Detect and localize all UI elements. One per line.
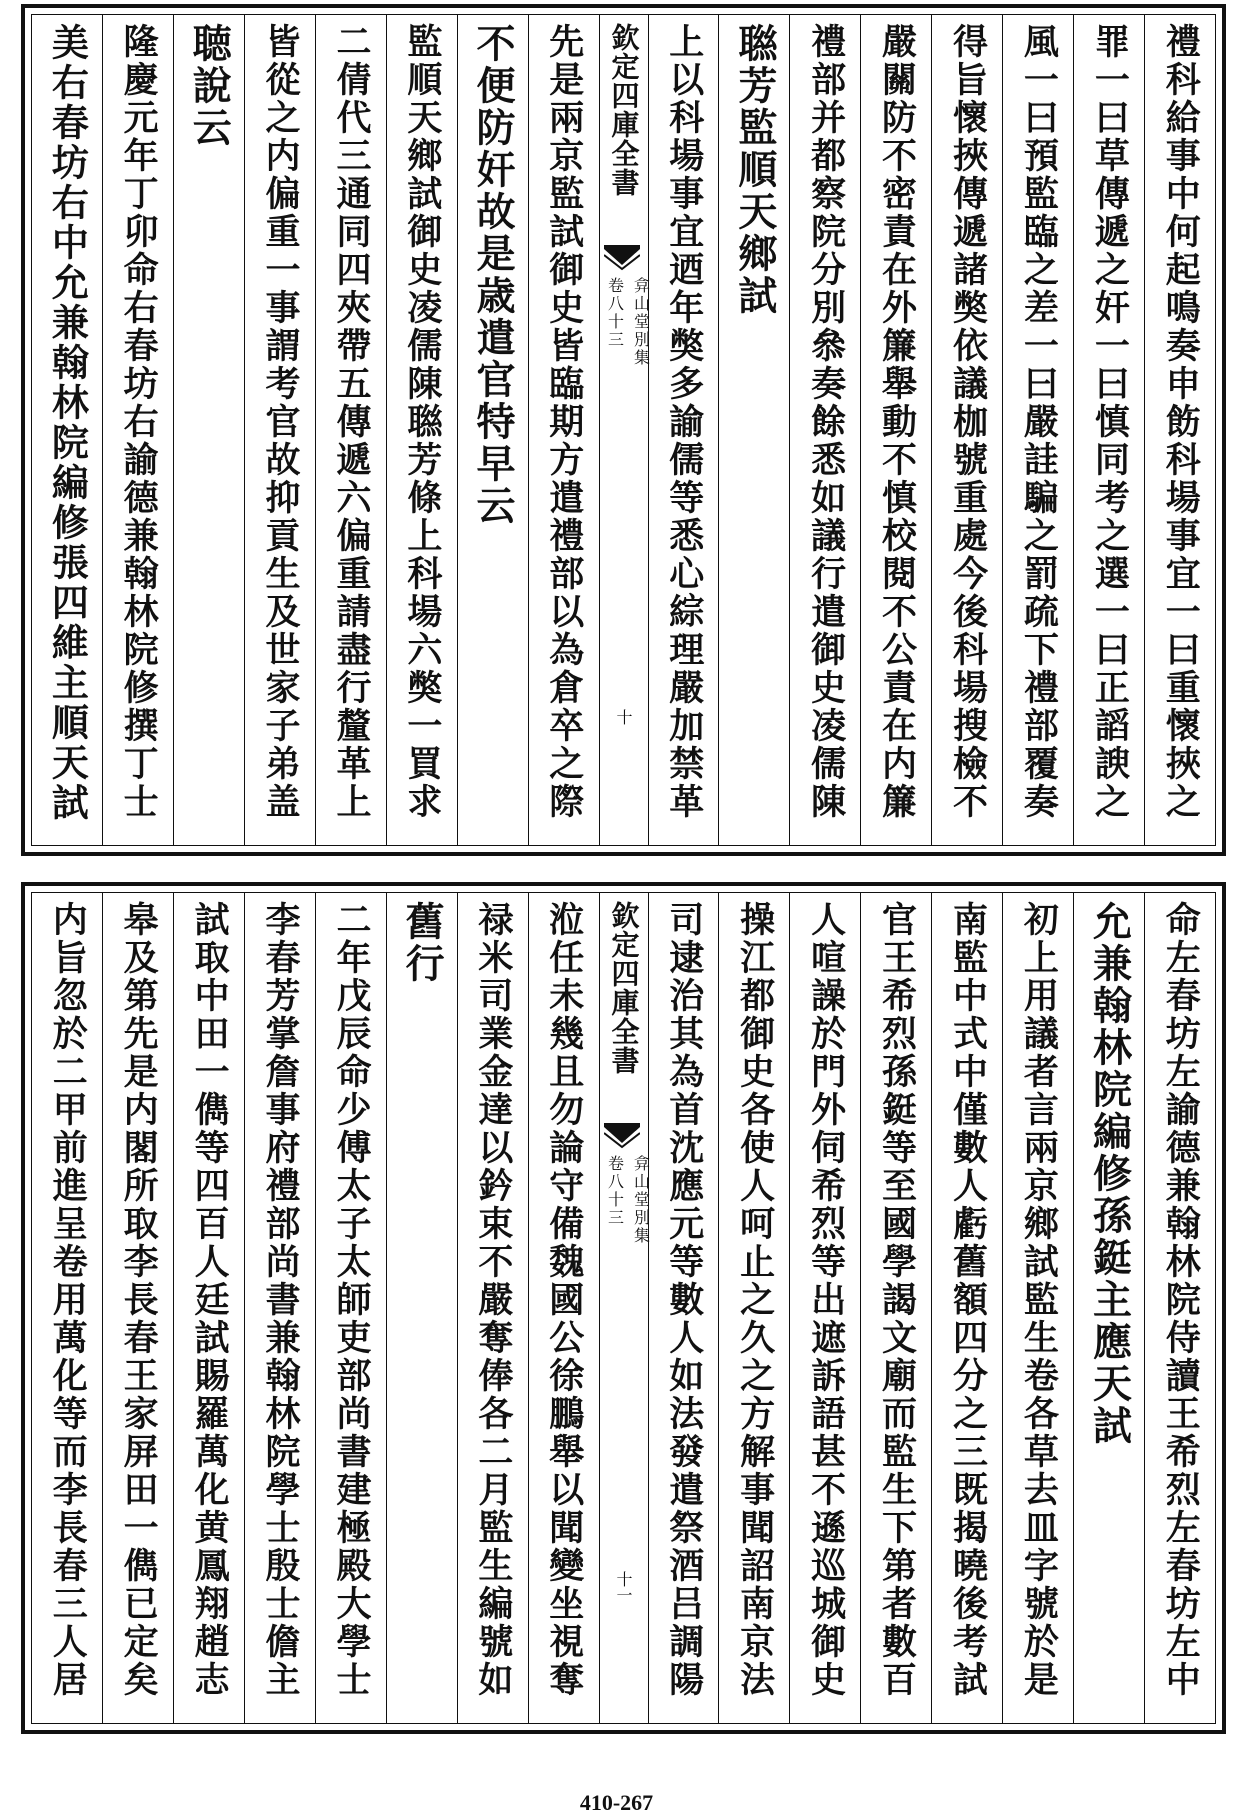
fish-tail-icon [604,1123,640,1149]
fish-tail-icon [604,245,640,271]
text-column [386,893,457,1723]
volume-label: 卷八十三 [605,277,625,349]
text-column [860,15,931,845]
column-text: 美右春坊右中允兼翰林院編修張四維主順天試 [45,23,90,823]
column-text: 不便防奸故是歳遣官特早云 [470,23,517,527]
column-text: 南監中式中僅數人虧舊額四分之三既揭曉後考試 [947,901,989,1699]
text-column [1002,15,1073,845]
text-column [32,15,102,845]
text-column [528,15,599,845]
top-page-columns [31,14,1216,846]
column-text: 禮科給事中何起鳴奏申飭科場事宜一曰重懷挾之 [1160,23,1202,821]
column-text: 操江都御史各使人呵止之久之方解事聞詔南京法 [734,901,776,1699]
column-text: 風一曰預監臨之差一曰嚴詿騙之罰疏下禮部覆奏 [1018,23,1060,821]
column-text: 内旨忽於二甲前進呈卷用萬化等而李長春三人居 [47,901,89,1699]
column-text: 允兼翰林院編修孫鋌主應天試 [1086,901,1133,1447]
column-text: 嚴關防不密責在外簾舉動不慎校閱不公責在内簾 [876,23,918,821]
text-column [244,893,315,1723]
column-text: 官王希烈孫鋌等至國學謁文廟而監生下第者數百 [876,901,918,1699]
text-column [718,893,789,1723]
column-text: 得旨懷挾傳遞諸獘依議枷號重處今後科場搜檢不 [947,23,989,821]
center-margin [599,893,651,1723]
column-text: 涖任未幾且勿論守備魏國公徐鵬舉以聞變坐視奪 [543,901,585,1699]
text-column [789,893,860,1723]
text-column [457,15,528,845]
folio-number: 十一 [614,1571,633,1603]
text-column [1073,893,1144,1723]
text-column [648,893,719,1723]
column-text: 聮芳監順天鄉試 [731,23,778,317]
text-column [931,893,1002,1723]
source-title: 弇山堂別集 [631,1155,651,1245]
bottom-page [21,882,1226,1734]
text-column [244,15,315,845]
column-text: 命左春坊左諭德兼翰林院侍讀王希烈左春坊左中 [1160,901,1202,1699]
column-text: 聴說云 [186,23,233,149]
volume-label: 卷八十三 [605,1155,625,1227]
text-column [1073,15,1144,845]
text-column [1144,893,1215,1723]
text-column [528,893,599,1723]
text-column [931,15,1002,845]
text-column [173,15,244,845]
text-column [315,893,386,1723]
center-margin [599,15,651,845]
page-number: 410-267 [579,1790,654,1815]
top-page [21,4,1226,856]
column-text: 禄米司業金達以鈐束不嚴奪俸各二月監生編號如 [472,901,514,1699]
column-text: 初上用議者言兩京鄉試監生卷各草去皿字號於是 [1018,901,1060,1699]
column-text: 試取中田一儁等四百人廷試賜羅萬化黄鳳翔趙志 [189,901,231,1699]
column-text: 皋及第先是内閣所取李長春王家屏田一儁已定矣 [118,901,160,1699]
column-text: 監順天鄉試御史凌儒陳聮芳條上科場六獘一買求 [401,23,443,821]
book-title: 欽定四庫全書 [607,901,641,1075]
text-column [102,893,173,1723]
column-text: 二倩代三通同四夾帶五傳遞六偏重請盡行釐革上 [330,23,372,821]
column-text: 舊行 [399,901,446,985]
text-column [648,15,719,845]
bottom-page-columns [31,892,1216,1724]
text-column [102,15,173,845]
text-column [1002,893,1073,1723]
text-column [860,893,931,1723]
column-text: 李春芳掌詹事府禮部尚書兼翰林院學士殷士儋主 [260,901,302,1699]
column-text: 隆慶元年丁卯命右春坊右諭德兼翰林院修撰丁士 [118,23,160,821]
book-title: 欽定四庫全書 [607,23,641,197]
text-column [315,15,386,845]
column-text: 皆從之内偏重一事謂考官故抑貢生及世家子弟盖 [260,23,302,821]
text-column [173,893,244,1723]
text-column [386,15,457,845]
folio-number: 十 [614,709,633,725]
column-text: 二年戊辰命少傅太子太師吏部尚書建極殿大學士 [330,901,372,1699]
text-column [457,893,528,1723]
source-title: 弇山堂別集 [631,277,651,367]
column-text: 司逮治其為首沈應元等數人如法發遣祭酒吕調陽 [663,901,705,1699]
column-text: 人喧譟於門外伺希烈等出遮訴語甚不遜巡城御史 [805,901,847,1699]
text-column [1144,15,1215,845]
column-text: 禮部并都察院分別叅奏餘悉如議行遣御史凌儒陳 [805,23,847,821]
column-text: 罪一曰草傳遞之奸一曰慎同考之選一曰正謟諛之 [1089,23,1131,821]
text-column [32,893,102,1723]
column-text: 先是兩京監試御史皆臨期方遣禮部以為倉卒之際 [543,23,585,821]
text-column [789,15,860,845]
column-text: 上以科場事宜迺年獘多諭儒等悉心綜理嚴加禁革 [663,23,705,821]
text-column [718,15,789,845]
